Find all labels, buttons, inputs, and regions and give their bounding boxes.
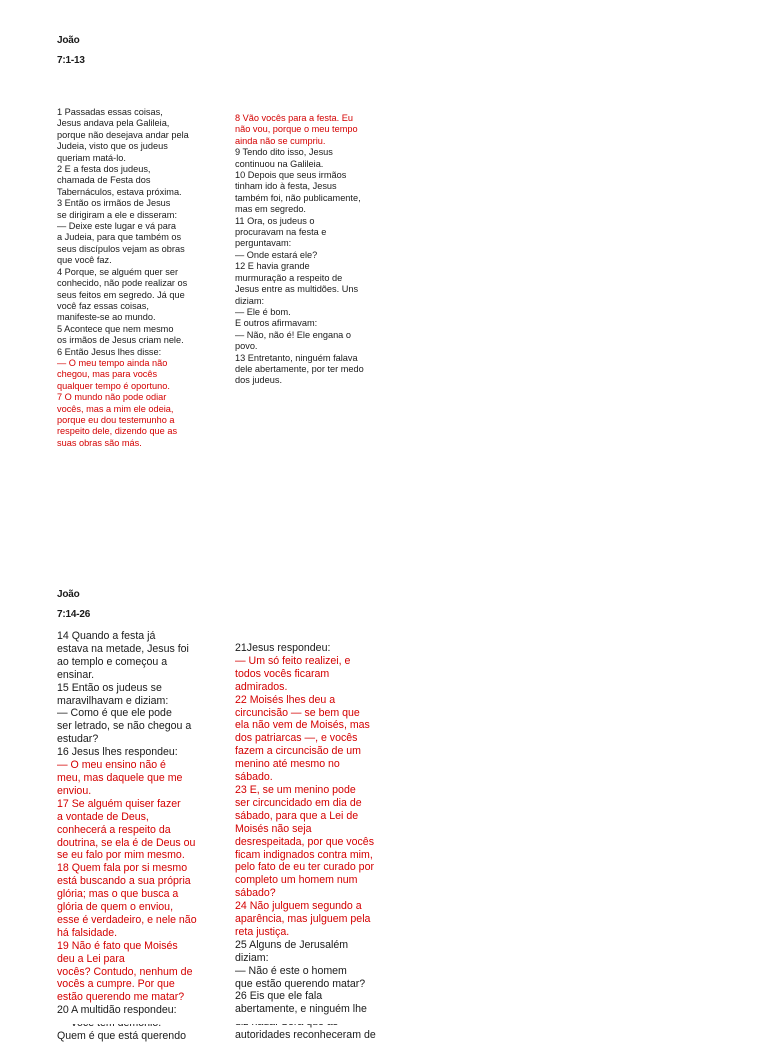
verse-red-letter: — O meu tempo ainda não chegou, mas para vocês qualquer tempo é oportuno. [57, 357, 170, 391]
right-text-column [235, 113, 395, 387]
verse-text: 26 Eis que ele fala abertamente, e ninguém lhe autoridades reconheceram de [235, 990, 376, 1042]
verse-text: 5 Acontece que nem mesmo os irmãos de Jesus criam nele. [57, 323, 184, 346]
verse-text: 21Jesus respondeu: [235, 642, 331, 654]
right-text-column [235, 642, 395, 1042]
verse-red-letter: 18 Quem fala por si mesmo está buscando a sua própria glória; mas o que busca a glória de quem o enviou, esse é verdadeiro, e nele não há falsidade. [57, 862, 197, 939]
verse-text: 1 Passadas essas coisas, Jesus andava pela Galileia, porque não desejava andar pela Judeia, visto que os judeus queriam matá-lo. [57, 107, 189, 163]
verse-text: 12 E havia grande murmuração a respeito de Jesus entre as multidões. Uns diziam: — Ele é bom. E outros afirmavam: — Não, não é! Ele engana o povo. [235, 261, 359, 352]
verse-text: 20 A multidão respondeu: Quem é que está querendo [57, 1004, 186, 1043]
verse-red-letter: 22 Moisés lhes deu a circuncisão — se bem que ela não vem de Moisés, mas dos patriarcas —, e vocês fazem a circuncisão de um menino até mesmo no sábado. [235, 693, 370, 784]
page-bottom-edge [0, 1016, 768, 1024]
verse-text: 13 Entretanto, ninguém falava dele abertamente, por ter medo dos judeus. [235, 352, 364, 386]
verse-text: 15 Então os judeus se maravilhavam e diziam: — Como é que ele pode ser letrado, se não chegou a estudar? [57, 681, 192, 746]
book-heading: João [57, 589, 80, 600]
chapter-range-heading: 7:1-13 [57, 55, 85, 66]
book-heading: João [57, 35, 80, 46]
left-text-column [57, 630, 217, 1043]
verse-text: 3 Então os irmãos de Jesus se dirigiram a ele e disseram: — Deixe este lugar e vá para a Judeia, para que também os seus discípulos vejam as obras que você faz. [57, 198, 185, 266]
chapter-range-heading: 7:14-26 [57, 609, 91, 620]
left-text-column [57, 107, 217, 449]
verse-red-letter: — Um só feito realizei, e todos vocês ficaram admirados. [235, 654, 351, 693]
verse-text: 10 Depois que seus irmãos tinham ido à festa, Jesus também foi, não publicamente, mas em segredo. [235, 170, 361, 215]
verse-red-letter: 17 Se alguém quiser fazer a vontade de Deus, conhecerá a respeito da doutrina, se ela é de Deus ou se eu falo por mim mesmo. [57, 797, 196, 862]
verse-red-letter: 24 Não julguem segundo a aparência, mas julguem pela reta justiça. [235, 900, 371, 938]
verse-red-letter: 23 E, se um menino pode ser circuncidado em dia de sábado, para que a Lei de Moisés não seja desrespeitada, por que vocês ficam indignados contra mim, pelo fato de eu ter curado por completo um homem num sábado? [235, 783, 374, 900]
verse-text: 14 Quando a festa já estava na metade, Jesus foi ao templo e começou a ensinar. [57, 630, 189, 681]
verse-red-letter: 8 Vão vocês para a festa. Eu não vou, porque o meu tempo ainda não se cumpriu. [235, 113, 358, 146]
verse-red-letter: — O meu ensino não é meu, mas daquele que me enviou. [57, 759, 183, 797]
verse-text: 9 Tendo dito isso, Jesus continuou na Galileia. [235, 147, 333, 169]
verse-red-letter: 19 Não é fato que Moisés deu a Lei para vocês? Contudo, nenhum de vocês a cumpre. Por que estão querendo me matar? [57, 939, 193, 1004]
verse-text: 2 E a festa dos judeus, chamada de Festa dos Tabernáculos, estava próxima. [57, 164, 182, 197]
verse-text: 6 Então Jesus lhes disse: [57, 346, 162, 357]
verse-red-letter: 7 O mundo não pode odiar vocês, mas a mim ele odeia, porque eu dou testemunho a respeito dele, dizendo que as suas obras são más. [57, 392, 178, 448]
verse-text: 4 Porque, se alguém quer ser conhecido, não pode realizar os seus feitos em segredo. Já que você faz essas coisas, manifeste-se ao mundo. [57, 266, 188, 323]
verse-text: 11 Ora, os judeus o procuravam na festa e perguntavam: — Onde estará ele? [235, 215, 327, 260]
verse-text: 16 Jesus lhes respondeu: [57, 746, 178, 759]
verse-text: 25 Alguns de Jerusalém diziam: — Não é este o homem que estão querendo matar? [235, 938, 366, 990]
